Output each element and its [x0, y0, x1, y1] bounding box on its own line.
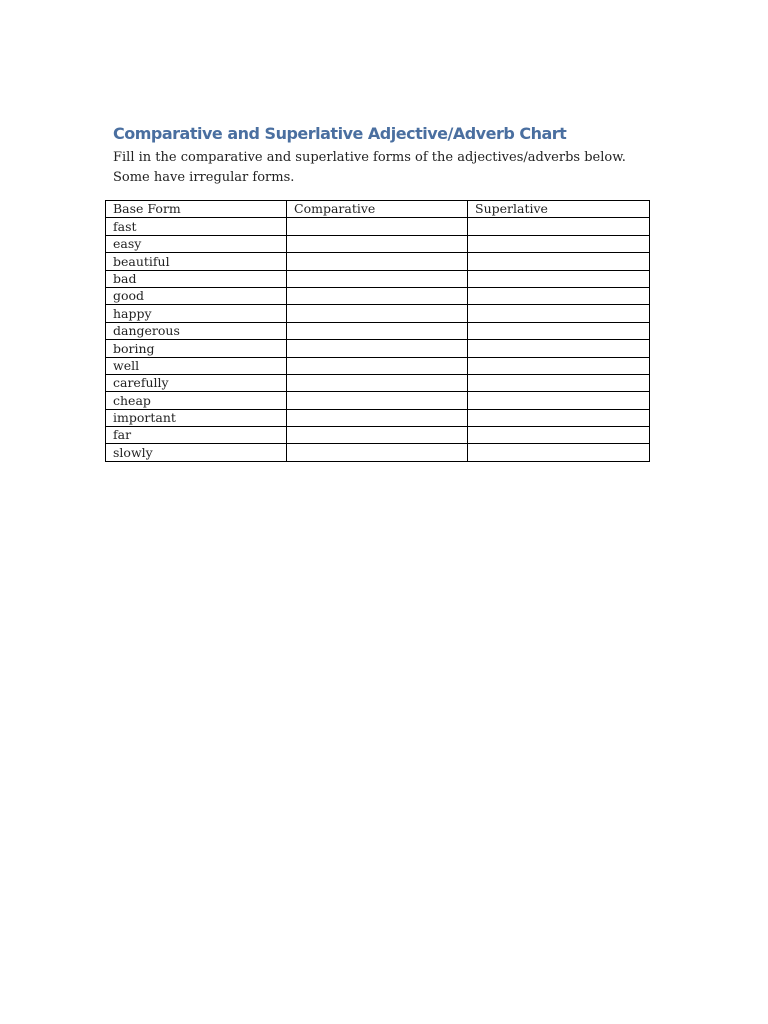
- superlative-cell[interactable]: [468, 392, 650, 409]
- comparative-cell[interactable]: [287, 392, 468, 409]
- base-form-cell: beautiful: [106, 253, 287, 270]
- superlative-cell[interactable]: [468, 287, 650, 304]
- table-row: [106, 392, 650, 409]
- comparative-cell[interactable]: [287, 444, 468, 461]
- comparative-cell[interactable]: [287, 253, 468, 270]
- header-comparative: Comparative: [287, 201, 468, 218]
- comparative-cell[interactable]: [287, 287, 468, 304]
- adjective-adverb-table: [105, 200, 650, 462]
- superlative-cell[interactable]: [468, 253, 650, 270]
- comparative-cell[interactable]: [287, 305, 468, 322]
- header-superlative: Superlative: [468, 201, 650, 218]
- comparative-cell[interactable]: [287, 235, 468, 252]
- base-form-cell: easy: [106, 235, 287, 252]
- table-row: [106, 444, 650, 461]
- base-form-cell: far: [106, 427, 287, 444]
- superlative-cell[interactable]: [468, 322, 650, 339]
- base-form-cell: well: [106, 357, 287, 374]
- superlative-cell[interactable]: [468, 357, 650, 374]
- base-form-cell: boring: [106, 340, 287, 357]
- base-form-cell: good: [106, 287, 287, 304]
- superlative-cell[interactable]: [468, 340, 650, 357]
- table-header-row: [106, 201, 650, 218]
- superlative-cell[interactable]: [468, 427, 650, 444]
- superlative-cell[interactable]: [468, 218, 650, 235]
- base-form-cell: happy: [106, 305, 287, 322]
- comparative-cell[interactable]: [287, 340, 468, 357]
- comparative-cell[interactable]: [287, 374, 468, 391]
- superlative-cell[interactable]: [468, 409, 650, 426]
- table-row: [106, 253, 650, 270]
- table-row: [106, 218, 650, 235]
- comparative-cell[interactable]: [287, 322, 468, 339]
- table-row: [106, 409, 650, 426]
- table-row: [106, 340, 650, 357]
- table-row: [106, 322, 650, 339]
- base-form-cell: important: [106, 409, 287, 426]
- superlative-cell[interactable]: [468, 235, 650, 252]
- table-row: [106, 235, 650, 252]
- superlative-cell[interactable]: [468, 270, 650, 287]
- instructions-text: Fill in the comparative and superlative forms of the adjectives/adverbs below. Some have irregular forms.: [113, 150, 626, 185]
- base-form-cell: cheap: [106, 392, 287, 409]
- superlative-cell[interactable]: [468, 305, 650, 322]
- base-form-cell: carefully: [106, 374, 287, 391]
- superlative-cell[interactable]: [468, 374, 650, 391]
- table-row: [106, 305, 650, 322]
- base-form-cell: fast: [106, 218, 287, 235]
- base-form-cell: bad: [106, 270, 287, 287]
- table-row: [106, 287, 650, 304]
- base-form-cell: slowly: [106, 444, 287, 461]
- base-form-cell: dangerous: [106, 322, 287, 339]
- table-row: [106, 427, 650, 444]
- comparative-cell[interactable]: [287, 270, 468, 287]
- header-base-form: Base Form: [106, 201, 287, 218]
- comparative-cell[interactable]: [287, 357, 468, 374]
- page-title: Comparative and Superlative Adjective/Adverb Chart: [113, 124, 567, 143]
- superlative-cell[interactable]: [468, 444, 650, 461]
- table-row: [106, 357, 650, 374]
- comparative-cell[interactable]: [287, 409, 468, 426]
- table-row: [106, 374, 650, 391]
- comparative-cell[interactable]: [287, 218, 468, 235]
- comparative-cell[interactable]: [287, 427, 468, 444]
- table-row: [106, 270, 650, 287]
